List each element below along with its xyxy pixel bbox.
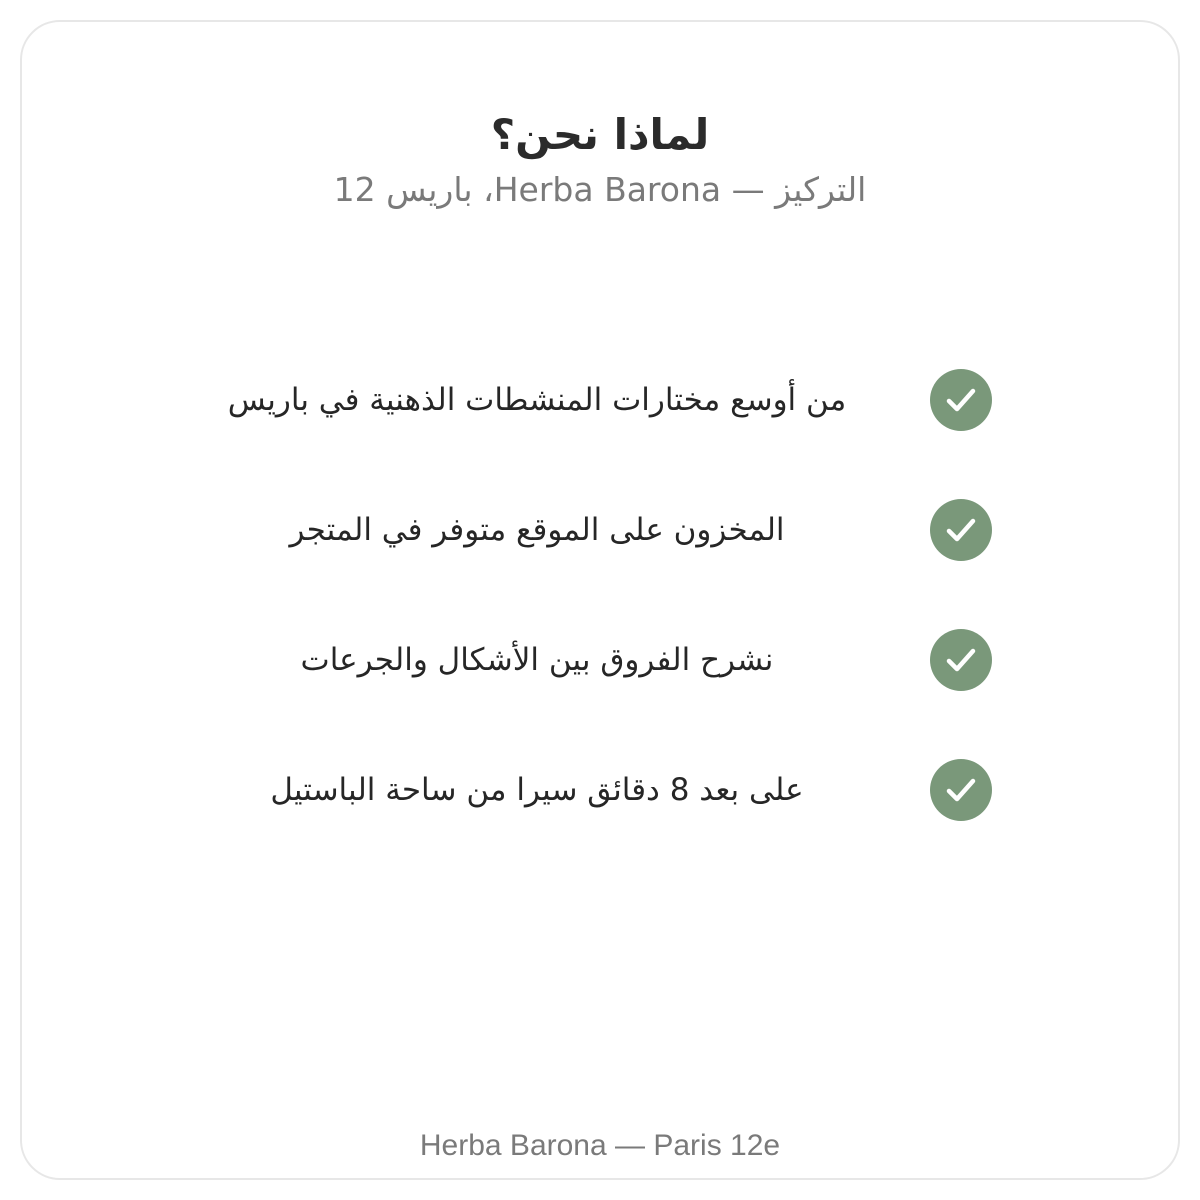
check-icon <box>930 759 992 821</box>
check-icon <box>930 499 992 561</box>
feature-text: المخزون على الموقع متوفر في المتجر <box>289 512 785 548</box>
why-us-card <box>20 20 1180 1180</box>
page-title: لماذا نحن؟ <box>490 110 710 159</box>
feature-item <box>22 627 1178 693</box>
feature-item <box>22 497 1178 563</box>
feature-item <box>22 367 1178 433</box>
check-icon <box>930 369 992 431</box>
feature-text: من أوسع مختارات المنشطات الذهنية في باريس <box>227 382 847 418</box>
check-icon <box>930 629 992 691</box>
feature-text: نشرح الفروق بين الأشكال والجرعات <box>300 642 774 678</box>
page-subtitle: التركيز — Herba Barona، باريس 12 <box>333 170 867 209</box>
footer-brand: Herba Barona — Paris 12e <box>419 1129 781 1162</box>
feature-text: على بعد 8 دقائق سيرا من ساحة الباستيل <box>270 772 804 808</box>
feature-item <box>22 757 1178 823</box>
